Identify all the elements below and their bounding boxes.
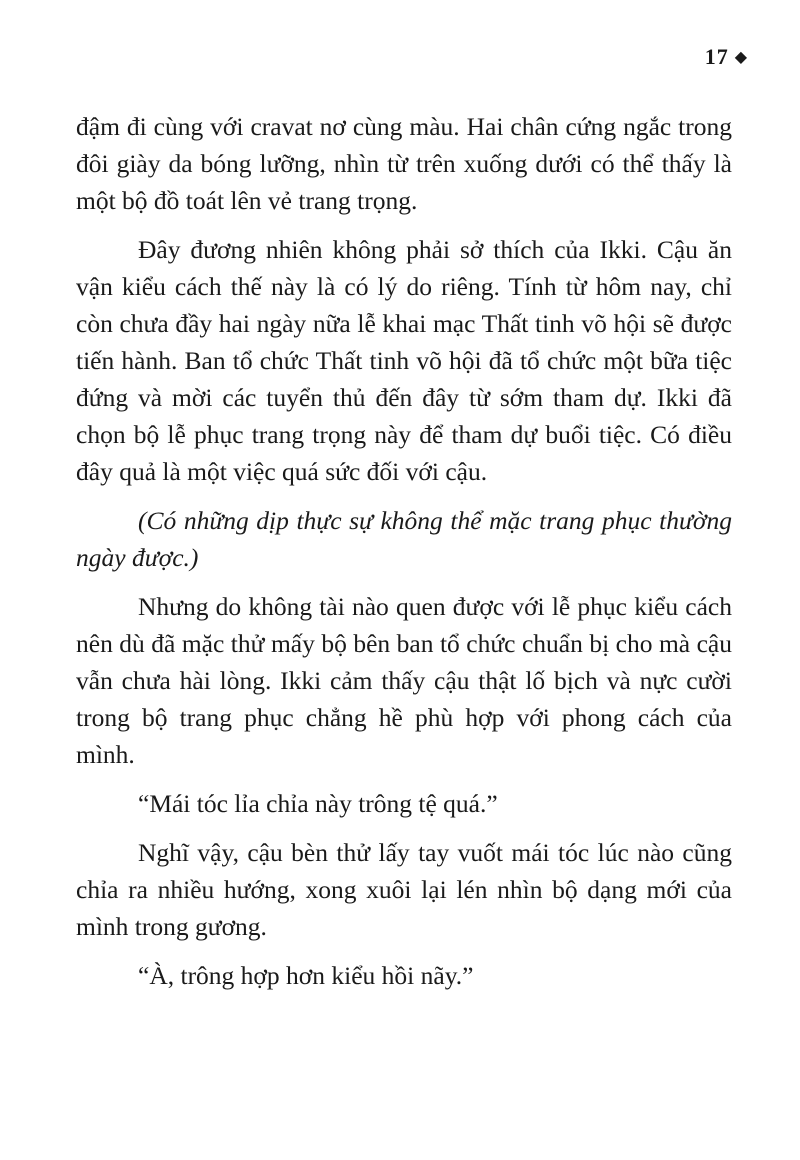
dialogue-1: “Mái tóc lỉa chỉa này trông tệ quá.” bbox=[138, 789, 498, 818]
paragraph-6: Nghĩ vậy, cậu bèn thử lấy tay vuốt mái tóc lúc nào cũng chỉa ra nhiều hướng, xong xuôi lại lén nhìn bộ dạng mới của mình trong gương. bbox=[76, 838, 732, 941]
paragraph-4: Nhưng do không tài nào quen được với lễ phục kiểu cách nên dù đã mặc thử mấy bộ bên ban tổ chức chuẩn bị cho mà cậu vẫn chưa hài lòng. Ikki cảm thấy cậu thật lố bịch và nực cười trong bộ trang phục chẳng hề phù hợp với phong cách của mình. bbox=[76, 592, 732, 769]
diamond-ornament-icon: ◆ bbox=[734, 49, 748, 66]
page-number-text: 17 bbox=[704, 44, 729, 69]
dialogue-2: “À, trông hợp hơn kiểu hồi nãy.” bbox=[138, 961, 474, 990]
page-body bbox=[76, 108, 732, 1006]
paragraph-thought: (Có những dịp thực sự không thể mặc trang phục thường ngày được.) bbox=[76, 506, 732, 572]
paragraph-2: Đây đương nhiên không phải sở thích của Ikki. Cậu ăn vận kiểu cách thế này là có lý do riêng. Tính từ hôm nay, chỉ còn chưa đầy hai ngày nữa lễ khai mạc Thất tinh võ hội sẽ được tiến hành. Ban tổ chức Thất tinh võ hội đã tổ chức một bữa tiệc đứng và mời các tuyển thủ đến đây từ sớm tham dự. Ikki đã chọn bộ lễ phục trang trọng này để tham dự buổi tiệc. Có điều đây quả là một việc quá sức đối với cậu. bbox=[76, 235, 732, 486]
paragraph-1: đậm đi cùng với cravat nơ cùng màu. Hai chân cứng ngắc trong đôi giày da bóng lưỡng, nhìn từ trên xuống dưới có thể thấy là một bộ đồ toát lên vẻ trang trọng. bbox=[76, 112, 732, 215]
page-number bbox=[705, 44, 748, 70]
